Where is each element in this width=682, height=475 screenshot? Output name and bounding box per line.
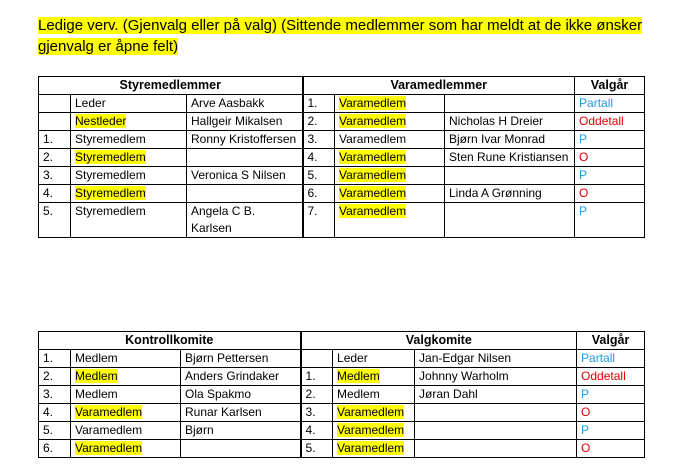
member-name: [187, 185, 303, 203]
row-number: 6.: [39, 440, 71, 458]
row-number: [39, 95, 71, 113]
row-number: 7.: [303, 203, 335, 238]
role-cell: [333, 422, 415, 440]
election-year: P: [575, 167, 645, 185]
role-cell: [71, 149, 187, 167]
board-table-body: [39, 95, 645, 238]
role-cell-text: Varamedlem: [339, 150, 407, 164]
table-row: [39, 149, 645, 167]
member-name: [445, 203, 575, 238]
row-number: 3.: [303, 131, 335, 149]
role-cell-text: Styremedlem: [75, 132, 146, 146]
table-row: [39, 404, 645, 422]
row-number: 2.: [39, 149, 71, 167]
role-cell: [335, 113, 445, 131]
role-cell: [71, 131, 187, 149]
role-cell: [71, 386, 181, 404]
election-year: Partall: [575, 95, 645, 113]
member-name: Linda A Grønning: [445, 185, 575, 203]
role-cell-text: Varamedlem: [337, 405, 405, 419]
role-cell: [333, 350, 415, 368]
row-number: 2.: [301, 386, 333, 404]
member-name: Ola Spakmo: [181, 386, 301, 404]
member-name: Hallgeir Mikalsen: [187, 113, 303, 131]
election-year-header: Valgår: [577, 332, 645, 350]
role-cell: [335, 149, 445, 167]
nomination-committee-header: Valgkomite: [301, 332, 577, 350]
board-table: [38, 76, 645, 238]
document-heading: Ledige verv. (Gjenvalg eller på valg) (Sittende medlemmer som har meldt at de ikke ønsker gjenvalg er åpne felt): [38, 17, 643, 55]
election-year: O: [577, 440, 645, 458]
role-cell-text: Medlem: [75, 387, 118, 401]
row-number: [301, 350, 333, 368]
table-row: [39, 203, 645, 238]
table-row: [39, 167, 645, 185]
member-name: Ronny Kristoffersen: [187, 131, 303, 149]
role-cell-text: Varamedlem: [337, 441, 405, 455]
role-cell-text: Varamedlem: [339, 96, 407, 110]
committee-table-body: [39, 350, 645, 458]
table-row: [39, 368, 645, 386]
row-number: 1.: [301, 368, 333, 386]
table-row: [39, 422, 645, 440]
member-name: Angela C B. Karlsen: [187, 203, 303, 238]
role-cell: [71, 203, 187, 238]
role-cell-text: Medlem: [337, 387, 380, 401]
role-cell-text: Styremedlem: [75, 150, 146, 164]
role-cell: [71, 185, 187, 203]
role-cell: [335, 131, 445, 149]
member-name: [415, 440, 577, 458]
row-number: 1.: [303, 95, 335, 113]
role-cell: [335, 203, 445, 238]
row-number: 5.: [301, 440, 333, 458]
member-name: [445, 167, 575, 185]
table-row: [39, 185, 645, 203]
member-name: Bjørn: [181, 422, 301, 440]
role-cell: [335, 185, 445, 203]
member-name: Jan-Edgar Nilsen: [415, 350, 577, 368]
election-year-header: Valgår: [575, 77, 645, 95]
table-row: [39, 350, 645, 368]
member-name: Anders Grindaker: [181, 368, 301, 386]
row-number: 5.: [39, 422, 71, 440]
election-year: Oddetall: [577, 368, 645, 386]
member-name: Bjørn Ivar Monrad: [445, 131, 575, 149]
member-name: Veronica S Nilsen: [187, 167, 303, 185]
role-cell-text: Varamedlem: [75, 405, 143, 419]
table-row: [39, 440, 645, 458]
election-year: Oddetall: [575, 113, 645, 131]
row-number: 3.: [301, 404, 333, 422]
role-cell-text: Varamedlem: [337, 423, 405, 437]
member-name: [187, 149, 303, 167]
control-committee-header: Kontrollkomite: [39, 332, 301, 350]
role-cell-text: Medlem: [337, 369, 380, 383]
election-year: P: [575, 203, 645, 238]
row-number: 4.: [39, 404, 71, 422]
role-cell: [71, 404, 181, 422]
row-number: 1.: [39, 350, 71, 368]
role-cell-text: Varamedlem: [75, 441, 143, 455]
row-number: 2.: [39, 368, 71, 386]
row-number: 3.: [39, 167, 71, 185]
member-name: [445, 95, 575, 113]
role-cell-text: Varamedlem: [75, 423, 143, 437]
row-number: 3.: [39, 386, 71, 404]
member-name: Johnny Warholm: [415, 368, 577, 386]
table-row: [39, 113, 645, 131]
role-cell: [333, 368, 415, 386]
row-number: 5.: [39, 203, 71, 238]
role-cell: [335, 167, 445, 185]
row-number: 1.: [39, 131, 71, 149]
role-cell: [71, 440, 181, 458]
role-cell-text: Varamedlem: [339, 114, 407, 128]
row-number: 4.: [301, 422, 333, 440]
member-name: Nicholas H Dreier: [445, 113, 575, 131]
election-year: O: [575, 185, 645, 203]
row-number: 2.: [303, 113, 335, 131]
role-cell: [333, 386, 415, 404]
role-cell-text: Styremedlem: [75, 186, 146, 200]
table-row: [39, 386, 645, 404]
member-name: Arve Aasbakk: [187, 95, 303, 113]
election-year: O: [575, 149, 645, 167]
role-cell-text: Leder: [75, 96, 106, 110]
member-name: [415, 404, 577, 422]
role-cell: [71, 95, 187, 113]
row-number: [39, 113, 71, 131]
table-row: [39, 95, 645, 113]
election-year: P: [577, 422, 645, 440]
member-name: Sten Rune Kristiansen: [445, 149, 575, 167]
table-row: [39, 131, 645, 149]
role-cell: [71, 368, 181, 386]
role-cell: [71, 422, 181, 440]
row-number: 5.: [303, 167, 335, 185]
election-year: P: [577, 386, 645, 404]
role-cell: [71, 113, 187, 131]
election-year: Partall: [577, 350, 645, 368]
role-cell-text: Styremedlem: [75, 204, 146, 218]
role-cell: [71, 350, 181, 368]
member-name: [181, 440, 301, 458]
role-cell-text: Varamedlem: [339, 186, 407, 200]
role-cell-text: Styremedlem: [75, 168, 146, 182]
row-number: 4.: [39, 185, 71, 203]
role-cell-text: Nestleder: [75, 114, 127, 128]
role-cell-text: Varamedlem: [339, 168, 407, 182]
member-name: [415, 422, 577, 440]
role-cell-text: Varamedlem: [339, 204, 407, 218]
committee-table: [38, 331, 645, 458]
election-year: O: [577, 404, 645, 422]
member-name: Bjørn Pettersen: [181, 350, 301, 368]
role-cell-text: Varamedlem: [339, 132, 407, 146]
role-cell-text: Medlem: [75, 369, 118, 383]
row-number: 6.: [303, 185, 335, 203]
role-cell-text: Medlem: [75, 351, 118, 365]
member-name: Jøran Dahl: [415, 386, 577, 404]
role-cell: [333, 440, 415, 458]
role-cell: [71, 167, 187, 185]
member-name: Runar Karlsen: [181, 404, 301, 422]
row-number: 4.: [303, 149, 335, 167]
board-members-header: Styremedlemmer: [39, 77, 303, 95]
role-cell-text: Leder: [337, 351, 368, 365]
election-year: P: [575, 131, 645, 149]
role-cell: [333, 404, 415, 422]
role-cell: [335, 95, 445, 113]
deputy-members-header: Varamedlemmer: [303, 77, 575, 95]
